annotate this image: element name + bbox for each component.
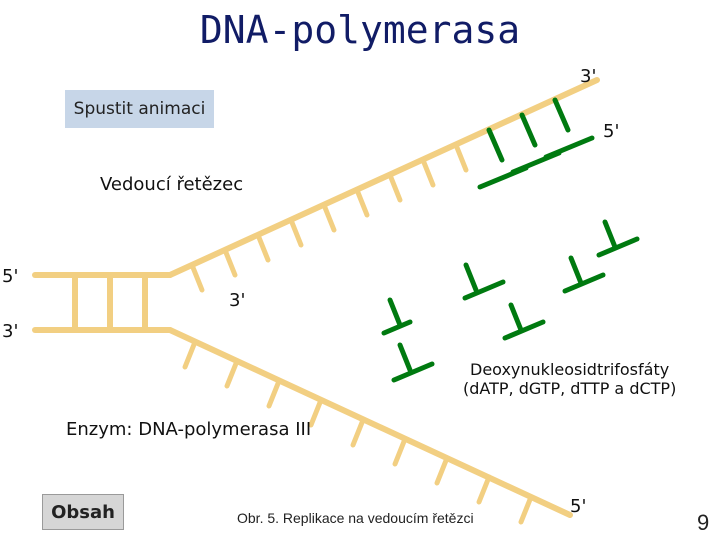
page-title: DNA-polymerasa [199,8,521,52]
dntp-3 [465,265,503,298]
left-3prime-label: 3' [2,321,19,342]
dntp-6 [599,222,637,255]
upper-strand-bases [192,145,466,290]
top-3prime-label: 3' [580,66,597,87]
nucleotides-label-line2: (dATP, dGTP, dTTP a dCTP) [463,379,677,398]
figure-caption: Obr. 5. Replikace na vedoucím řetězci [237,510,474,526]
page-number: 9 [697,510,710,535]
leading-strand-label: Vedoucí řetězec [100,174,244,195]
free-nucleotides [384,222,637,380]
dntp-5 [565,258,603,291]
contents-button[interactable]: Obsah [42,494,124,530]
dntp-4 [505,305,543,338]
start-animation-button[interactable]: Spustit animaci [65,90,214,128]
mid-3prime-label: 3' [229,290,246,311]
left-5prime-label: 5' [2,266,19,287]
enzyme-label: Enzym: DNA-polymerasa III [66,419,312,440]
dntp-1 [384,300,410,333]
dna-strands [35,80,597,515]
nucleotides-label-line1: Deoxynukleosidtrifosfáty [470,360,670,379]
incorporated-nucleotides [480,100,592,187]
top-5prime-label: 5' [603,121,620,142]
bottom-5prime-label: 5' [570,496,587,517]
dntp-2 [394,345,432,380]
